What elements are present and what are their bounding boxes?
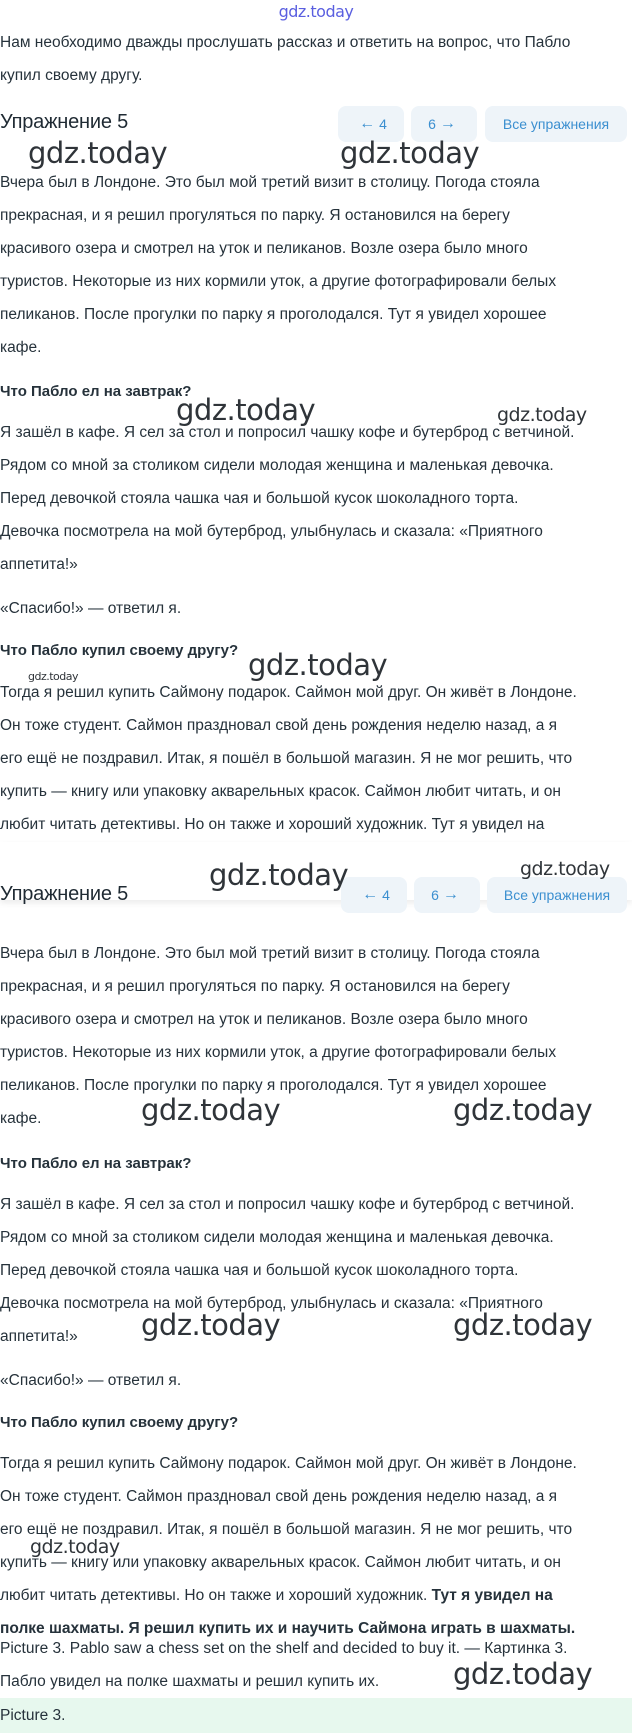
question-gift: Что Пабло купил своему другу? [0, 642, 239, 659]
site-logo[interactable]: gdz.today [278, 2, 354, 21]
arrow-left-icon: ← [362, 886, 379, 903]
intro-line: Нам необходимо дважды прослушать рассказ и ответить на вопрос, что Пабло [0, 34, 571, 51]
next-exercise-button[interactable] [414, 877, 480, 913]
watermark: gdz.today [453, 1657, 593, 1691]
prev-exercise-label: 4 [379, 116, 387, 132]
intro-line: купил своему другу. [0, 67, 143, 84]
watermark: gdz.today [453, 1093, 593, 1127]
exercise-title: Упражнение 5 [0, 111, 129, 133]
story-paragraph-4: Тогда я решил купить Саймону подарок. Саймон мой друг. Он живёт в Лондоне. Он тоже студент. Саймон праздновал свой день рождения неделю назад, а я его ещё не поздравил. Итак, я пошёл в большой магазин. Я не мог решить, что купить — книгу или упаковку акварельных красок. Саймон любит читать, и он любит читать детективы. Но он также и хороший художник. Тут я увидел на [0, 1455, 577, 1604]
watermark: gdz.today [30, 1536, 120, 1558]
all-exercises-button[interactable] [485, 106, 627, 142]
exercise-title: Упражнение 5 [0, 883, 129, 905]
watermark: gdz.today [141, 1308, 281, 1342]
next-exercise-label: 6 [431, 887, 439, 903]
story-paragraph-1: Вчера был в Лондоне. Это был мой третий визит в столицу. Погода стояла прекрасная, и я решил прогуляться по парку. Я остановился на берегу красивого озера и смотрел на уток и пеликанов. Возле озера было много туристов. Некоторые из них кормили уток, а другие фотографировали белых пеликанов. После прогулки по парку я проголодался. Тут я увидел хорошее кафе. [0, 945, 557, 1127]
watermark: gdz.today [340, 136, 480, 170]
prev-exercise-button[interactable] [341, 877, 407, 913]
story-paragraph-2: Я зашёл в кафе. Я сел за стол и попросил чашку кофе и бутерброд с ветчиной. Рядом со мной за столиком сидели молодая женщина и маленькая девочка. Перед девочкой стояла чашка чая и большой кусок шоколадного торта. Девочка посмотрела на мой бутерброд, улыбнулась и сказала: «Приятного аппетита!» [0, 424, 575, 573]
all-exercises-label: Все упражнения [502, 116, 610, 132]
watermark: gdz.today [453, 1308, 593, 1342]
prev-exercise-label: 4 [382, 887, 390, 903]
story-paragraph-4: Тогда я решил купить Саймону подарок. Саймон мой друг. Он живёт в Лондоне. Он тоже студент. Саймон праздновал свой день рождения неделю назад, а я его ещё не поздравил. Итак, я пошёл в большой магазин. Я не мог решить, что купить — книгу или упаковку акварельных красок. Саймон любит читать, и он любит читать детективы. Но он также и хороший художник. Тут я увидел на [0, 684, 577, 833]
watermark: gdz.today [141, 1093, 281, 1127]
story-paragraph-1: Вчера был в Лондоне. Это был мой третий визит в столицу. Погода стояла прекрасная, и я решил прогуляться по парку. Я остановился на берегу красивого озера и смотрел на уток и пеликанов. Возле озера было много туристов. Некоторые из них кормили уток, а другие фотографировали белых пеликанов. После прогулки по парку я проголодался. Тут я увидел хорошее кафе. [0, 174, 557, 356]
watermark: gdz.today [28, 670, 79, 683]
picture-caption: Picture 3. Pablo saw a chess set on the shelf and decided to buy it. — Картинка 3. Пабло увидел на полке шахматы и решил купить их. [0, 1640, 568, 1690]
watermark: gdz.today [209, 858, 349, 892]
next-exercise-label: 6 [428, 116, 436, 132]
intro-text [0, 26, 626, 92]
watermark: gdz.today [520, 858, 610, 880]
question-gift: Что Пабло купил своему другу? [0, 1414, 239, 1431]
arrow-right-icon: → [442, 886, 459, 903]
question-breakfast: Что Пабло ел на завтрак? [0, 383, 192, 400]
question-breakfast: Что Пабло ел на завтрак? [0, 1155, 192, 1172]
watermark: gdz.today [176, 393, 316, 427]
story-cut-line: полке шахматы. Я решил купить их и научить Саймона играть в шахматы. [0, 1620, 576, 1637]
story-paragraph-3: «Спасибо!» — ответил я. [0, 1372, 182, 1389]
all-exercises-button[interactable] [487, 877, 627, 913]
picture-label: Picture 3. [0, 1698, 632, 1733]
watermark: gdz.today [497, 404, 587, 426]
story-paragraph-2: Я зашёл в кафе. Я сел за стол и попросил чашку кофе и бутерброд с ветчиной. Рядом со мной за столиком сидели молодая женщина и маленькая девочка. Перед девочкой стояла чашка чая и большой кусок шоколадного торта. Девочка посмотрела на мой бутерброд, улыбнулась и сказала: «Приятного аппетита!» [0, 1196, 575, 1345]
story-paragraph-3: «Спасибо!» — ответил я. [0, 600, 182, 617]
watermark: gdz.today [248, 648, 388, 682]
watermark: gdz.today [28, 136, 168, 170]
arrow-left-icon: ← [359, 115, 376, 132]
all-exercises-label: Все упражнения [503, 887, 611, 903]
arrow-right-icon: → [439, 115, 456, 132]
